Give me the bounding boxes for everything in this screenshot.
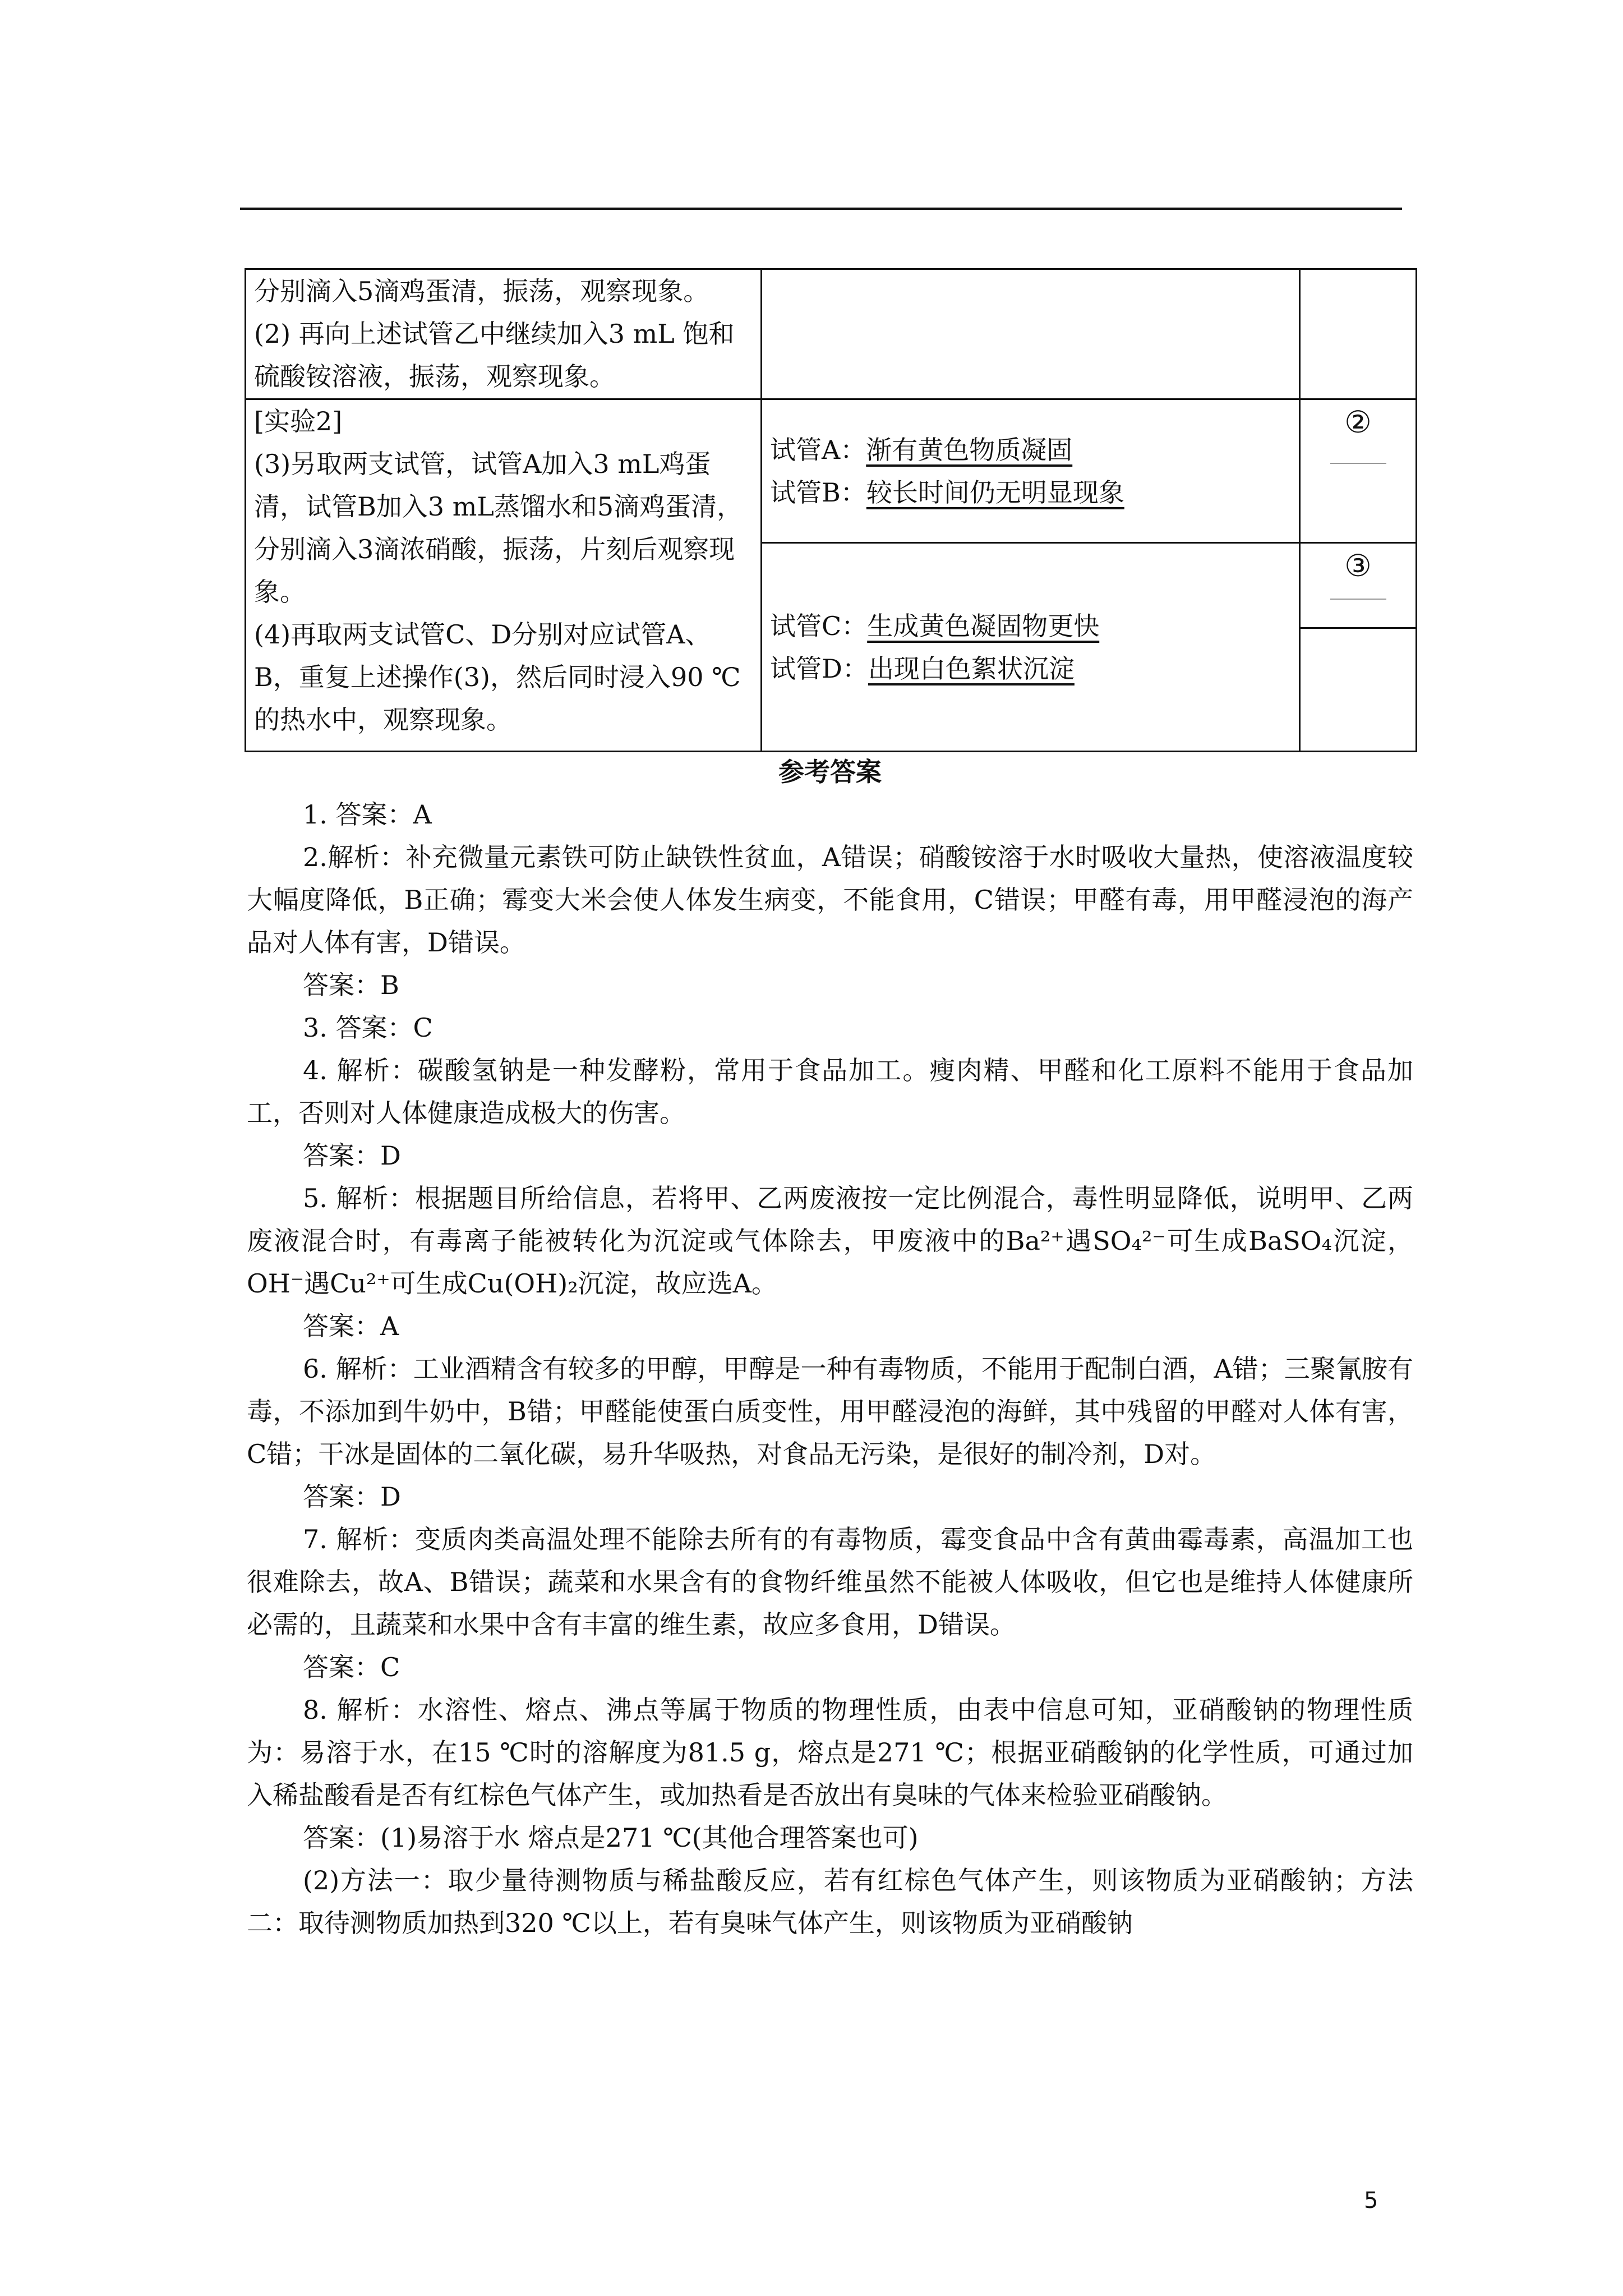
conclusion-cell xyxy=(1300,543,1417,628)
answer-line: 答案：C xyxy=(303,1652,400,1682)
answer-line: 3. 答案：C xyxy=(303,1013,433,1043)
procedure-text: (3)另取两支试管，试管A加入3 mL鸡蛋清，试管B加入3 mL蒸馏水和5滴鸡蛋清，分别滴入3滴浓硝酸，振荡，片刻后观察现象。 xyxy=(254,449,743,607)
answer-line: (2)方法一：取少量待测物质与稀盐酸反应，若有红棕色气体产生，则该物质为亚硝酸钠；方法二：取待测物质加热到320 ℃以上，若有臭味气体产生，则该物质为亚硝酸钠 xyxy=(247,1865,1413,1938)
observation-cell xyxy=(762,269,1300,399)
answer-section xyxy=(247,751,1413,1944)
answer-text: 较长时间仍无明显现象 xyxy=(866,477,1124,508)
section-title: 参考答案 xyxy=(778,757,882,787)
label: 试管B： xyxy=(770,477,866,508)
label: 试管C： xyxy=(770,610,868,641)
label: 试管D： xyxy=(770,653,868,684)
procedure-text: 分别滴入5滴鸡蛋清，振荡，观察现象。 xyxy=(254,276,709,306)
observation-b xyxy=(770,471,1291,514)
observation-c xyxy=(770,605,1291,647)
procedure-cell xyxy=(246,269,762,399)
answer-line: 答案：(1)易溶于水 熔点是271 ℃(其他合理答案也可) xyxy=(303,1823,919,1853)
label: 试管A： xyxy=(770,434,866,465)
experiment-heading: [实验2] xyxy=(254,406,343,436)
answer-line: 6. 解析：工业酒精含有较多的甲醇，甲醇是一种有毒物质，不能用于配制白酒，A错；三聚氰胺有毒，不添加到牛奶中，B错；甲醛能使蛋白质变性，用甲醛浸泡的海鲜，其中残留的甲醛对人体有害，C错；干冰是固体的二氧化碳，易升华吸热，对食品无污染，是很好的制冷剂，D对。 xyxy=(247,1354,1413,1469)
answer-line: 答案：D xyxy=(303,1140,401,1171)
page-number: 5 xyxy=(1364,2188,1378,2214)
procedure-text: (2) 再向上述试管乙中继续加入3 mL 饱和硫酸铵溶液，振荡，观察现象。 xyxy=(254,319,735,392)
answer-line: 答案：A xyxy=(303,1311,399,1341)
answer-line: 答案：D xyxy=(303,1481,401,1512)
answer-text: 生成黄色凝固物更快 xyxy=(867,610,1100,641)
answer-line: 1. 答案：A xyxy=(303,799,432,830)
answer-line: 7. 解析：变质肉类高温处理不能除去所有的有毒物质，霉变食品中含有黄曲霉毒素，高温加工也很难除去，故A、B错误；蔬菜和水果含有的食物纤维虽然不能被人体吸收，但它也是维持人体健康所必需的，且蔬菜和水果中含有丰富的维生素，故应多食用，D错误。 xyxy=(247,1524,1413,1640)
header-rule xyxy=(240,208,1402,210)
answer-text: 渐有黄色物质凝固 xyxy=(866,434,1073,465)
answer-line: 答案：B xyxy=(303,970,399,1000)
blank-marker: ② xyxy=(1344,404,1372,440)
blank-line xyxy=(1330,463,1386,464)
answer-line: 8. 解析：水溶性、熔点、沸点等属于物质的物理性质，由表中信息可知，亚硝酸钠的物理性质为：易溶于水，在15 ℃时的溶解度为81.5 g，熔点是271 ℃；根据亚硝酸钠的化学性质，可通过加入稀盐酸看是否有红棕色气体产生，或加热看是否放出有臭味的气体来检验亚硝酸钠。 xyxy=(247,1695,1413,1810)
conclusion-cell xyxy=(1300,269,1417,399)
observation-d xyxy=(770,647,1291,690)
answer-line: 5. 解析：根据题目所给信息，若将甲、乙两废液按一定比例混合，毒性明显降低，说明甲、乙两废液混合时，有毒离子能被转化为沉淀或气体除去，甲废液中的Ba²⁺遇SO₄²⁻可生成BaSO₄沉淀，OH⁻遇Cu²⁺可生成Cu(OH)₂沉淀，故应选A。 xyxy=(247,1183,1413,1299)
observation-a xyxy=(770,429,1291,471)
answer-text: 出现白色絮状沉淀 xyxy=(868,653,1075,684)
table-row xyxy=(246,399,1417,543)
conclusion-cell xyxy=(1300,628,1417,752)
table-row xyxy=(246,269,1417,399)
blank-marker: ③ xyxy=(1344,548,1372,583)
conclusion-cell xyxy=(1300,399,1417,543)
observation-cell xyxy=(762,543,1300,752)
experiment-table xyxy=(245,268,1417,752)
observation-cell xyxy=(762,399,1300,543)
procedure-cell xyxy=(246,399,762,752)
answer-line: 2.解析：补充微量元素铁可防止缺铁性贫血，A错误；硝酸铵溶于水时吸收大量热，使溶液温度较大幅度降低，B正确；霉变大米会使人体发生病变，不能食用，C错误；甲醛有毒，用甲醛浸泡的海产品对人体有害，D错误。 xyxy=(247,842,1413,958)
procedure-text: (4)再取两支试管C、D分别对应试管A、B，重复上述操作(3)，然后同时浸入90 ℃的热水中，观察现象。 xyxy=(254,619,741,735)
answer-line: 4. 解析：碳酸氢钠是一种发酵粉，常用于食品加工。瘦肉精、甲醛和化工原料不能用于食品加工，否则对人体健康造成极大的伤害。 xyxy=(247,1055,1413,1128)
blank-line xyxy=(1330,599,1386,600)
